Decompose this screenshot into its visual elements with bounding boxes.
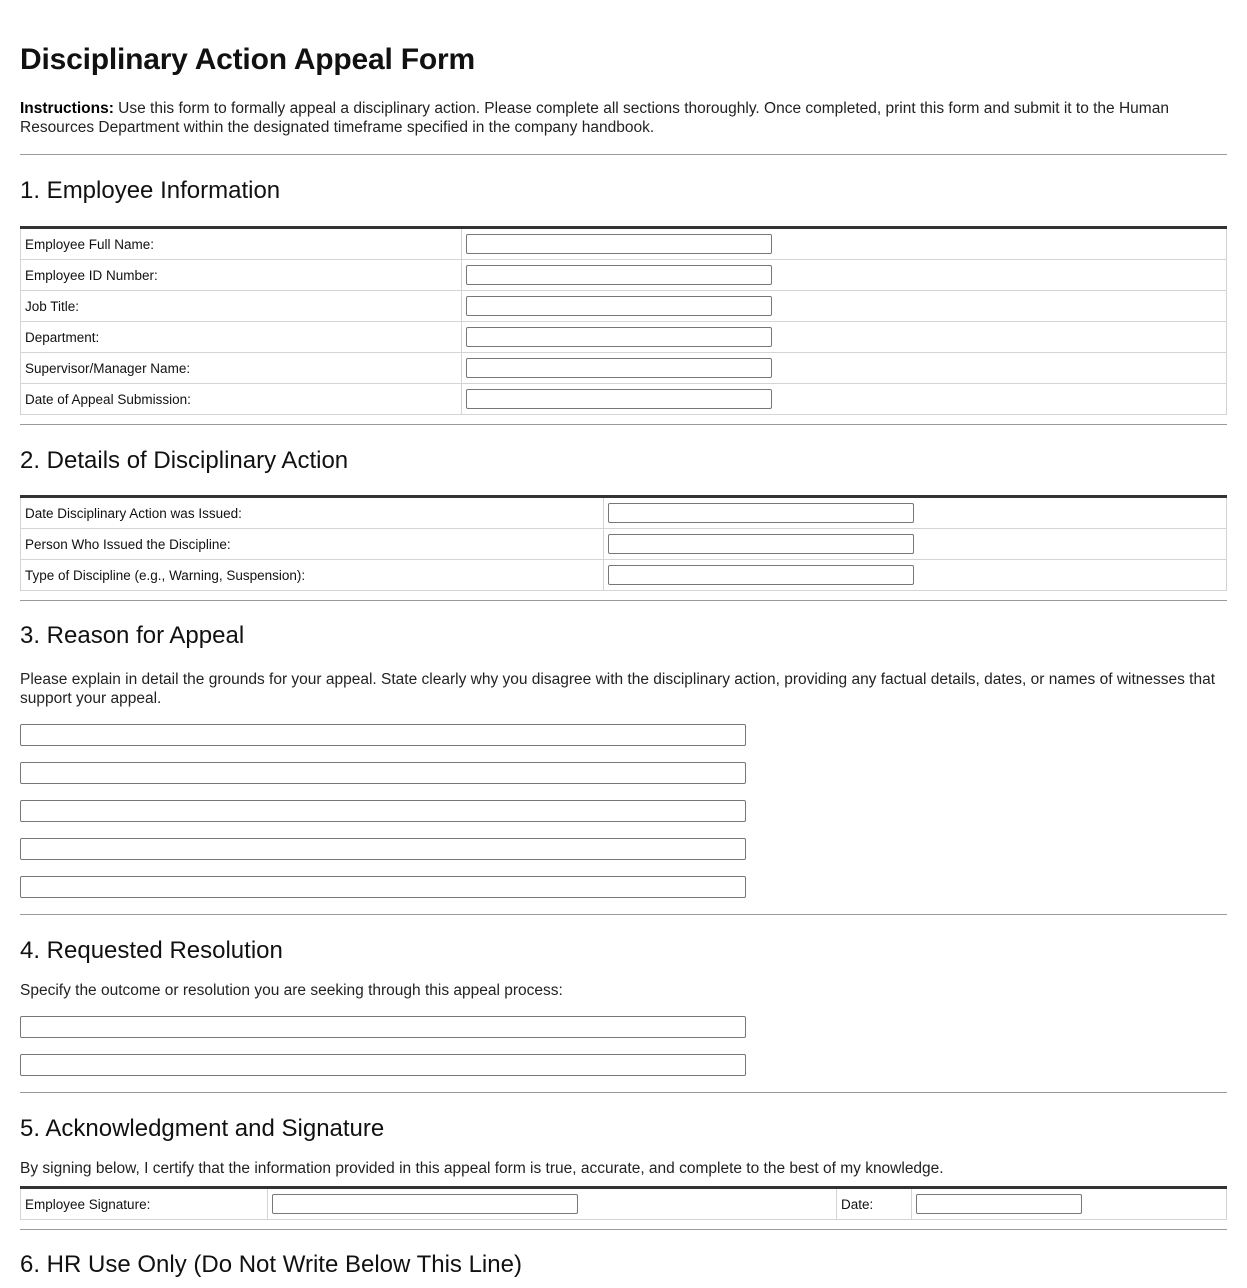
field-cell [604,497,1227,529]
field-cell [462,322,1227,353]
section-divider [20,914,1227,915]
table-row [21,1188,1227,1220]
section1-heading: 1. Employee Information [20,177,281,204]
field-label: Date of Appeal Submission: [21,384,462,415]
instructions [20,99,1227,137]
section2-heading: 2. Details of Disciplinary Action [20,447,349,474]
field-label: Type of Discipline (e.g., Warning, Suspension): [21,560,604,591]
field-label: Employee Full Name: [21,228,462,260]
field-cell [912,1188,1227,1220]
field-cell [604,529,1227,560]
table-row [21,384,1227,415]
field-label: Person Who Issued the Discipline: [21,529,604,560]
section-divider [20,1229,1227,1230]
field-label: Department: [21,322,462,353]
field-label: Employee ID Number: [21,260,462,291]
reason-line-3[interactable] [20,800,746,822]
discipline-type-field[interactable] [608,565,914,585]
reason-line-4[interactable] [20,838,746,860]
field-cell [462,384,1227,415]
field-cell [462,291,1227,322]
appeal-submission-date-field[interactable] [466,389,772,409]
table-row [21,560,1227,591]
field-cell [268,1188,837,1220]
field-cell [604,560,1227,591]
date-label: Date: [837,1188,912,1220]
reason-line-2[interactable] [20,762,746,784]
field-label: Job Title: [21,291,462,322]
employee-signature-field[interactable] [272,1194,578,1214]
table-row [21,497,1227,529]
issued-by-field[interactable] [608,534,914,554]
section-divider [20,1092,1227,1093]
section-divider [20,600,1227,601]
resolution-line-2[interactable] [20,1054,746,1076]
field-label: Date Disciplinary Action was Issued: [21,497,604,529]
acknowledgment-text: By signing below, I certify that the information provided in this appeal form is true, accurate, and complete to the best of my knowledge. [20,1160,944,1177]
table-row [21,260,1227,291]
section-divider [20,424,1227,425]
signature-date-field[interactable] [916,1194,1082,1214]
reason-line-5[interactable] [20,876,746,898]
page-title: Disciplinary Action Appeal Form [20,43,475,76]
table-row [21,353,1227,384]
resolution-prompt: Specify the outcome or resolution you are seeking through this appeal process: [20,982,563,999]
resolution-lines [20,1016,1227,1076]
instructions-text: Use this form to formally appeal a disciplinary action. Please complete all sections thoroughly. Once completed, print this form and submit it to the Human Resources Department within the designated timeframe specified in the company handbook. [20,100,1169,136]
employee-id-field[interactable] [466,265,772,285]
table-row [21,322,1227,353]
department-field[interactable] [466,327,772,347]
signature-label: Employee Signature: [21,1188,268,1220]
employee-full-name-field[interactable] [466,234,772,254]
date-issued-field[interactable] [608,503,914,523]
reason-lines [20,724,1227,898]
section5-heading: 5. Acknowledgment and Signature [20,1115,385,1142]
supervisor-name-field[interactable] [466,358,772,378]
field-cell [462,353,1227,384]
reason-line-1[interactable] [20,724,746,746]
instructions-label: Instructions: [20,100,114,117]
section-divider [20,154,1227,155]
employee-info-table [20,226,1227,415]
signature-table [20,1186,1227,1220]
field-cell [462,228,1227,260]
field-cell [462,260,1227,291]
table-row [21,291,1227,322]
resolution-line-1[interactable] [20,1016,746,1038]
disciplinary-details-table [20,495,1227,591]
section6-heading: 6. HR Use Only (Do Not Write Below This Line) [20,1251,522,1278]
section4-heading: 4. Requested Resolution [20,937,283,964]
section3-heading: 3. Reason for Appeal [20,622,245,649]
job-title-field[interactable] [466,296,772,316]
table-row [21,529,1227,560]
table-row [21,228,1227,260]
field-label: Supervisor/Manager Name: [21,353,462,384]
reason-prompt: Please explain in detail the grounds for your appeal. State clearly why you disagree with the disciplinary action, providing any factual details, dates, or names of witnesses that support your appeal. [20,671,1216,707]
